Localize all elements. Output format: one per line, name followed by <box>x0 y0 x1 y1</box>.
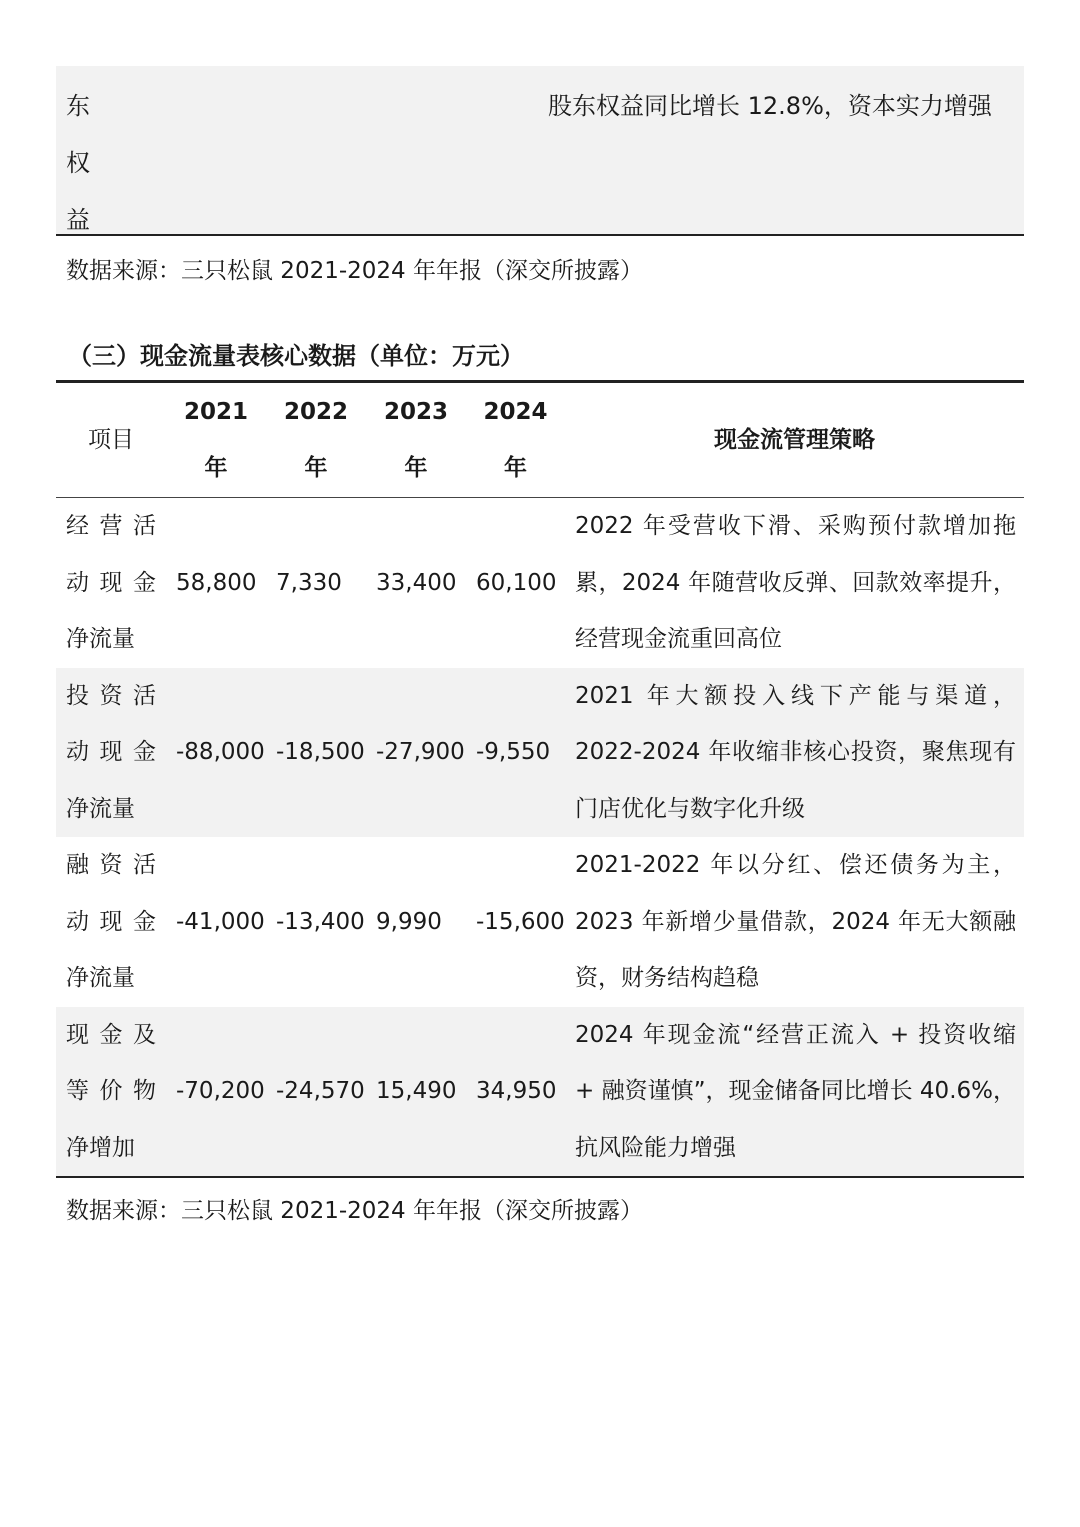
header-year: 2024 年 <box>466 382 565 498</box>
label-char: 益 <box>66 206 90 234</box>
section-title: （三）现金流量表核心数据（单位：万元） <box>68 342 524 370</box>
row-strategy: 2021-2022 年以分红、偿还债务为主， 2023 年新增少量借款，2024 年无大额融 资，财务结构趋稳 <box>575 852 1016 991</box>
cell-value: -70,200 <box>166 1007 266 1178</box>
continued-row-strategy: 股东权益同比增长 12.8%，资本实力增强 <box>548 92 992 120</box>
cell-value: -41,000 <box>176 908 265 935</box>
label-char: 权 <box>66 149 90 177</box>
source-note: 数据来源：三只松鼠 2021-2024 年年报（深交所披露） <box>66 1198 643 1224</box>
table-row <box>56 668 1024 838</box>
cell-value: 15,490 <box>366 1007 466 1178</box>
cash-flow-table <box>56 380 1024 1178</box>
header-year: 2021 年 <box>166 382 266 498</box>
row-item: 融 资 活 动 现 金 净流量 <box>66 852 156 991</box>
continued-table-row <box>56 66 1024 236</box>
source-note: 数据来源：三只松鼠 2021-2024 年年报（深交所披露） <box>66 258 643 284</box>
row-strategy: 2021 年大额投入线下产能与渠道， 2022-2024 年收缩非核心投资，聚焦现有 门店优化与数字化升级 <box>565 668 1024 838</box>
header-item: 项目 <box>56 382 166 498</box>
continued-row-label <box>66 78 96 249</box>
cell-value: -13,400 <box>276 908 365 935</box>
cell-value: -88,000 <box>166 668 266 838</box>
cell-value: 33,400 <box>376 569 457 596</box>
cell-value: -15,600 <box>476 908 565 935</box>
header-year: 2023 年 <box>366 382 466 498</box>
table-row <box>56 498 1024 668</box>
table-row <box>56 1007 1024 1178</box>
cell-value: -27,900 <box>366 668 466 838</box>
cell-value: 9,990 <box>376 908 442 935</box>
cell-value: -18,500 <box>266 668 366 838</box>
row-item: 投 资 活 动 现 金 净流量 <box>56 668 166 838</box>
cell-value: 58,800 <box>176 569 257 596</box>
row-strategy: 2024 年现金流“经营正流入 + 投资收缩 + 融资谨慎”，现金储备同比增长 40.6%， 抗风险能力增强 <box>565 1007 1024 1178</box>
row-item: 现 金 及 等 价 物 净增加 <box>56 1007 166 1178</box>
table-row <box>56 837 1024 1007</box>
cell-value: -24,570 <box>266 1007 366 1178</box>
cell-value: 7,330 <box>276 569 342 596</box>
header-strategy: 现金流管理策略 <box>565 382 1024 498</box>
label-char: 东 <box>66 92 90 120</box>
row-strategy: 2022 年受营收下滑、采购预付款增加拖 累，2024 年随营收反弹、回款效率提升， 经营现金流重回高位 <box>575 513 1016 652</box>
table-header-row <box>56 382 1024 498</box>
cell-value: -9,550 <box>466 668 565 838</box>
cell-value: 34,950 <box>466 1007 565 1178</box>
cell-value: 60,100 <box>476 569 557 596</box>
header-year: 2022 年 <box>266 382 366 498</box>
row-item: 经 营 活 动 现 金 净流量 <box>66 513 156 652</box>
